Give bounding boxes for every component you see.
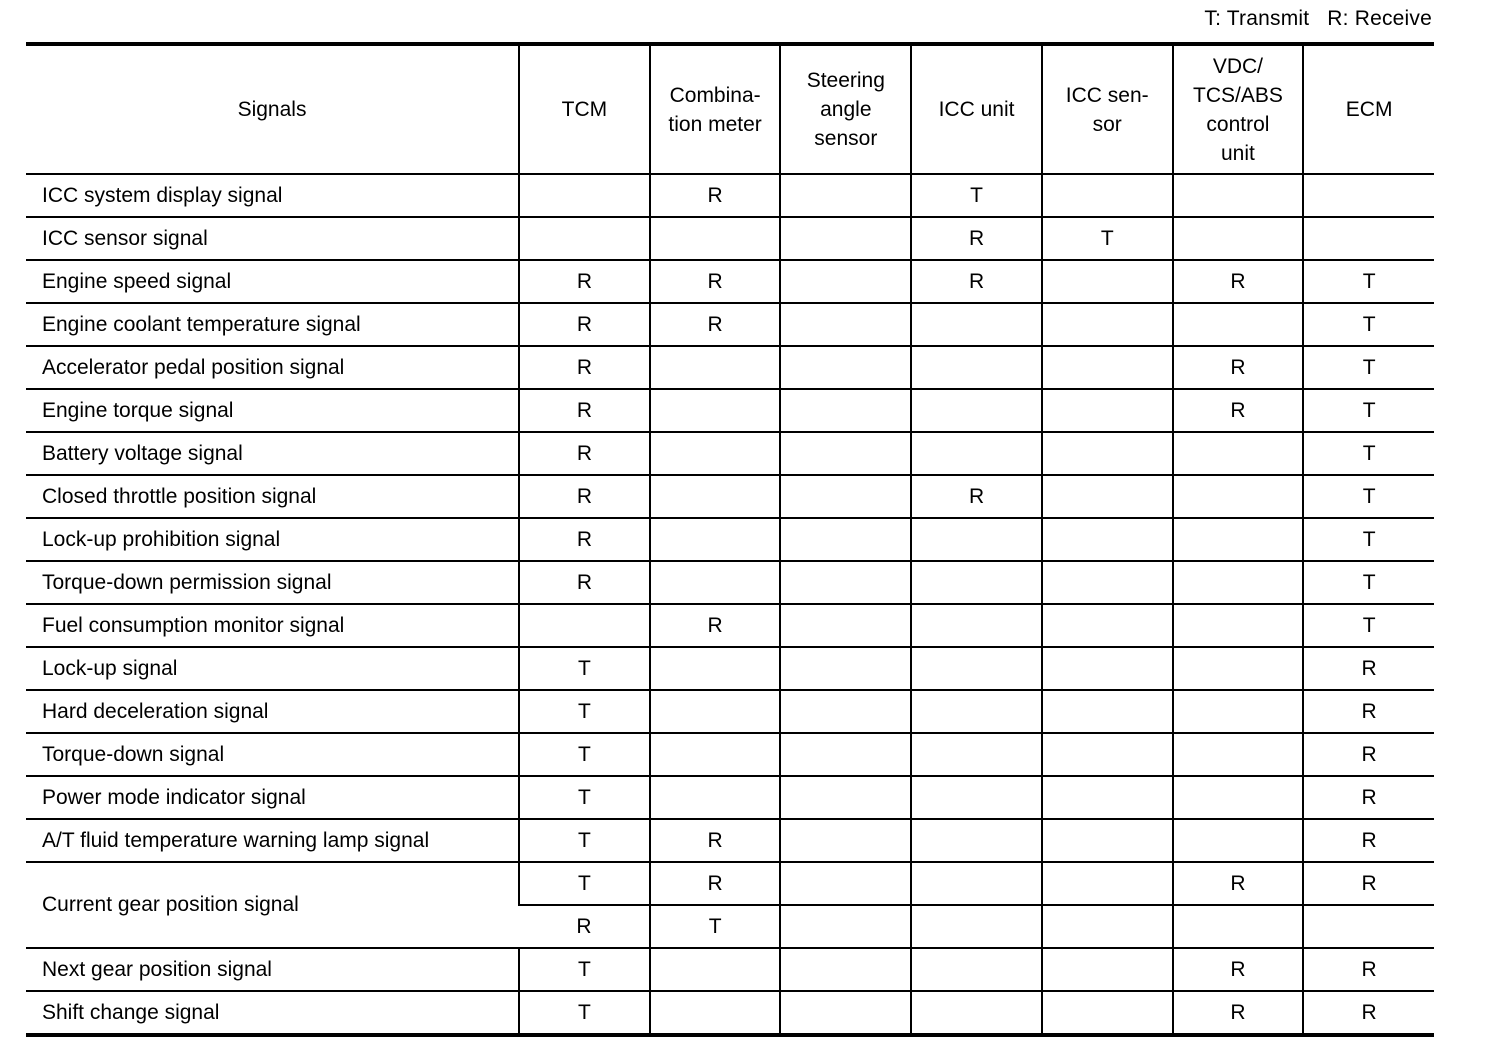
cell-tcm: T (519, 948, 650, 991)
cell-icc-sensor (1042, 819, 1173, 862)
cell-icc-sensor (1042, 561, 1173, 604)
cell-ecm (1303, 174, 1434, 217)
cell-icc-sensor (1042, 733, 1173, 776)
cell-icc-sensor (1042, 604, 1173, 647)
cell-vdc-tcs-abs (1173, 819, 1304, 862)
table-row (26, 346, 1434, 389)
cell-icc-sensor (1042, 174, 1173, 217)
cell-tcm (519, 217, 650, 260)
cell-vdc-tcs-abs (1173, 905, 1304, 948)
cell-steering-angle-sensor (780, 174, 911, 217)
header-row (26, 44, 1434, 174)
cell-steering-angle-sensor (780, 690, 911, 733)
legend (1204, 7, 1432, 31)
table-row (26, 260, 1434, 303)
cell-ecm: R (1303, 948, 1434, 991)
signal-name: Shift change signal (26, 991, 519, 1035)
cell-combination-meter (650, 475, 781, 518)
signal-name: Hard deceleration signal (26, 690, 519, 733)
cell-steering-angle-sensor (780, 561, 911, 604)
signal-name: Lock-up signal (26, 647, 519, 690)
cell-icc-unit: R (911, 475, 1042, 518)
table-row (26, 389, 1434, 432)
signal-name: Torque-down permission signal (26, 561, 519, 604)
column-header-icc-unit: ICC unit (911, 44, 1042, 174)
cell-vdc-tcs-abs: R (1173, 389, 1304, 432)
signal-name: Closed throttle position signal (26, 475, 519, 518)
cell-tcm: R (519, 432, 650, 475)
signal-name: Torque-down signal (26, 733, 519, 776)
cell-steering-angle-sensor (780, 905, 911, 948)
cell-tcm: T (519, 776, 650, 819)
cell-combination-meter: T (650, 905, 781, 948)
signals-header: Signals (26, 44, 519, 174)
cell-icc-sensor (1042, 905, 1173, 948)
cell-combination-meter: R (650, 174, 781, 217)
cell-ecm: T (1303, 475, 1434, 518)
cell-icc-sensor (1042, 303, 1173, 346)
signal-name: Accelerator pedal position signal (26, 346, 519, 389)
cell-icc-unit (911, 432, 1042, 475)
cell-tcm: R (519, 389, 650, 432)
cell-icc-sensor (1042, 776, 1173, 819)
cell-combination-meter (650, 948, 781, 991)
cell-steering-angle-sensor (780, 389, 911, 432)
signal-name: Lock-up prohibition signal (26, 518, 519, 561)
cell-tcm: R (519, 346, 650, 389)
cell-steering-angle-sensor (780, 776, 911, 819)
signal-name: Engine coolant temperature signal (26, 303, 519, 346)
cell-steering-angle-sensor (780, 475, 911, 518)
cell-combination-meter (650, 389, 781, 432)
signal-name: Power mode indicator signal (26, 776, 519, 819)
table-row (26, 303, 1434, 346)
cell-steering-angle-sensor (780, 432, 911, 475)
cell-tcm: T (519, 647, 650, 690)
table-row (26, 217, 1434, 260)
cell-tcm (519, 174, 650, 217)
cell-vdc-tcs-abs (1173, 475, 1304, 518)
cell-steering-angle-sensor (780, 862, 911, 905)
cell-tcm: T (519, 991, 650, 1035)
cell-icc-unit (911, 518, 1042, 561)
cell-vdc-tcs-abs (1173, 690, 1304, 733)
can-signal-table (26, 42, 1434, 1037)
cell-combination-meter: R (650, 303, 781, 346)
cell-ecm: T (1303, 260, 1434, 303)
cell-combination-meter (650, 217, 781, 260)
cell-icc-unit: R (911, 217, 1042, 260)
cell-ecm: R (1303, 690, 1434, 733)
cell-icc-unit (911, 862, 1042, 905)
column-header-combination-meter: Combina- tion meter (650, 44, 781, 174)
cell-icc-sensor (1042, 346, 1173, 389)
cell-combination-meter: R (650, 260, 781, 303)
cell-icc-unit (911, 776, 1042, 819)
cell-vdc-tcs-abs (1173, 303, 1304, 346)
cell-icc-sensor (1042, 690, 1173, 733)
cell-ecm (1303, 905, 1434, 948)
cell-icc-unit (911, 948, 1042, 991)
cell-icc-unit (911, 690, 1042, 733)
cell-ecm: T (1303, 604, 1434, 647)
cell-icc-unit: T (911, 174, 1042, 217)
cell-tcm: R (519, 260, 650, 303)
signal-name: ICC sensor signal (26, 217, 519, 260)
column-header-icc-sensor: ICC sen- sor (1042, 44, 1173, 174)
cell-tcm: T (519, 862, 650, 905)
column-header-ecm: ECM (1303, 44, 1434, 174)
cell-ecm: T (1303, 561, 1434, 604)
cell-ecm: T (1303, 346, 1434, 389)
cell-steering-angle-sensor (780, 217, 911, 260)
cell-ecm: T (1303, 389, 1434, 432)
cell-icc-unit (911, 819, 1042, 862)
cell-icc-sensor (1042, 260, 1173, 303)
table-row (26, 690, 1434, 733)
cell-ecm: R (1303, 776, 1434, 819)
signal-name: Fuel consumption monitor signal (26, 604, 519, 647)
cell-icc-unit (911, 389, 1042, 432)
table-row (26, 991, 1434, 1035)
cell-steering-angle-sensor (780, 518, 911, 561)
table-row (26, 174, 1434, 217)
cell-combination-meter (650, 991, 781, 1035)
cell-vdc-tcs-abs: R (1173, 991, 1304, 1035)
cell-tcm (519, 604, 650, 647)
cell-icc-unit (911, 991, 1042, 1035)
cell-vdc-tcs-abs (1173, 561, 1304, 604)
cell-ecm: T (1303, 518, 1434, 561)
cell-steering-angle-sensor (780, 303, 911, 346)
cell-ecm: R (1303, 647, 1434, 690)
signal-name: Current gear position signal (26, 862, 519, 948)
signal-name: A/T fluid temperature warning lamp signal (26, 819, 519, 862)
table-row (26, 776, 1434, 819)
cell-steering-angle-sensor (780, 733, 911, 776)
cell-ecm: R (1303, 991, 1434, 1035)
signal-name: Engine speed signal (26, 260, 519, 303)
cell-icc-sensor (1042, 862, 1173, 905)
cell-combination-meter: R (650, 819, 781, 862)
cell-vdc-tcs-abs (1173, 518, 1304, 561)
cell-vdc-tcs-abs: R (1173, 260, 1304, 303)
table-row (26, 432, 1434, 475)
cell-icc-sensor (1042, 475, 1173, 518)
cell-steering-angle-sensor (780, 604, 911, 647)
cell-combination-meter: R (650, 604, 781, 647)
cell-icc-unit (911, 561, 1042, 604)
cell-steering-angle-sensor (780, 819, 911, 862)
cell-vdc-tcs-abs (1173, 217, 1304, 260)
cell-vdc-tcs-abs: R (1173, 862, 1304, 905)
cell-tcm: R (519, 475, 650, 518)
cell-icc-unit: R (911, 260, 1042, 303)
cell-ecm: R (1303, 733, 1434, 776)
cell-combination-meter (650, 432, 781, 475)
column-header-steering-angle-sensor: Steering angle sensor (780, 44, 911, 174)
cell-tcm: T (519, 819, 650, 862)
cell-tcm: T (519, 690, 650, 733)
table-body (26, 174, 1434, 1035)
cell-icc-unit (911, 346, 1042, 389)
table-row (26, 733, 1434, 776)
cell-steering-angle-sensor (780, 260, 911, 303)
cell-vdc-tcs-abs (1173, 174, 1304, 217)
cell-steering-angle-sensor (780, 346, 911, 389)
cell-icc-sensor (1042, 389, 1173, 432)
cell-combination-meter (650, 776, 781, 819)
signal-name: Battery voltage signal (26, 432, 519, 475)
column-header-vdc-tcs-abs: VDC/ TCS/ABS control unit (1173, 44, 1304, 174)
cell-combination-meter: R (650, 862, 781, 905)
cell-icc-sensor: T (1042, 217, 1173, 260)
cell-vdc-tcs-abs (1173, 647, 1304, 690)
cell-combination-meter (650, 690, 781, 733)
cell-combination-meter (650, 518, 781, 561)
cell-tcm: R (519, 518, 650, 561)
cell-steering-angle-sensor (780, 647, 911, 690)
cell-tcm: R (519, 303, 650, 346)
cell-icc-unit (911, 905, 1042, 948)
legend-transmit: T: Transmit (1204, 7, 1310, 30)
cell-combination-meter (650, 647, 781, 690)
cell-steering-angle-sensor (780, 991, 911, 1035)
cell-vdc-tcs-abs (1173, 604, 1304, 647)
cell-tcm: R (519, 561, 650, 604)
table-row (26, 561, 1434, 604)
cell-vdc-tcs-abs (1173, 776, 1304, 819)
cell-icc-sensor (1042, 518, 1173, 561)
signal-name: Next gear position signal (26, 948, 519, 991)
table-row (26, 862, 1434, 905)
cell-vdc-tcs-abs (1173, 432, 1304, 475)
cell-ecm (1303, 217, 1434, 260)
cell-icc-unit (911, 604, 1042, 647)
cell-combination-meter (650, 733, 781, 776)
cell-tcm: T (519, 733, 650, 776)
cell-combination-meter (650, 346, 781, 389)
cell-icc-sensor (1042, 948, 1173, 991)
cell-vdc-tcs-abs: R (1173, 948, 1304, 991)
cell-icc-sensor (1042, 432, 1173, 475)
cell-combination-meter (650, 561, 781, 604)
table-row (26, 647, 1434, 690)
cell-ecm: T (1303, 432, 1434, 475)
table-row (26, 819, 1434, 862)
column-header-tcm: TCM (519, 44, 650, 174)
cell-ecm: T (1303, 303, 1434, 346)
cell-icc-unit (911, 303, 1042, 346)
cell-icc-sensor (1042, 991, 1173, 1035)
cell-ecm: R (1303, 819, 1434, 862)
cell-icc-unit (911, 733, 1042, 776)
table-row (26, 518, 1434, 561)
cell-tcm: R (519, 905, 650, 948)
cell-vdc-tcs-abs (1173, 733, 1304, 776)
table-row (26, 475, 1434, 518)
table-row (26, 604, 1434, 647)
cell-icc-unit (911, 647, 1042, 690)
table-row (26, 948, 1434, 991)
cell-vdc-tcs-abs: R (1173, 346, 1304, 389)
cell-icc-sensor (1042, 647, 1173, 690)
cell-ecm: R (1303, 862, 1434, 905)
signal-name: ICC system display signal (26, 174, 519, 217)
legend-receive: R: Receive (1327, 7, 1432, 30)
signal-name: Engine torque signal (26, 389, 519, 432)
cell-steering-angle-sensor (780, 948, 911, 991)
